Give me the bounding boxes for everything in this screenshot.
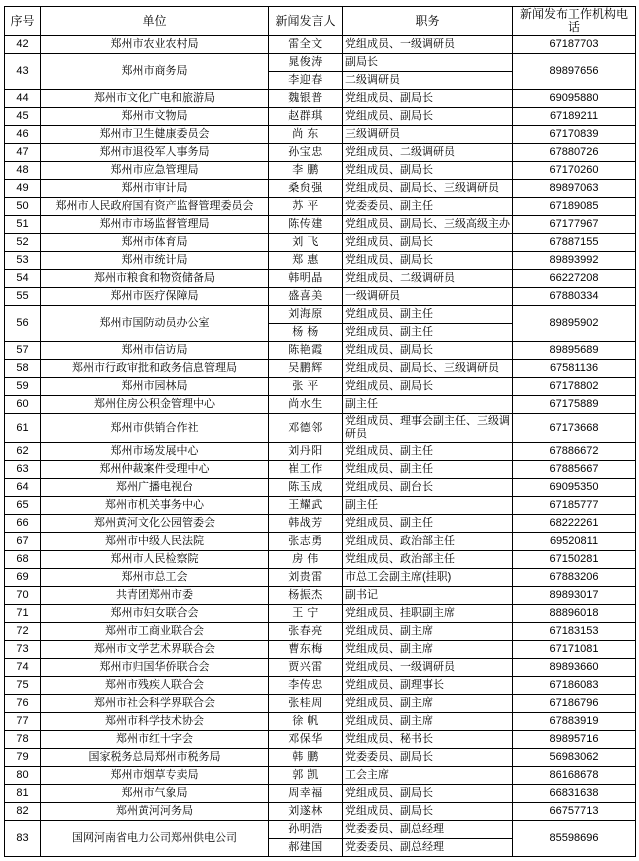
cell-phone: 89895716	[513, 731, 636, 749]
cell-phone: 69095350	[513, 479, 636, 497]
cell-unit: 郑州市医疗保障局	[41, 288, 269, 306]
table-row	[5, 342, 636, 360]
cell-title: 工会主席	[343, 767, 513, 785]
table-row	[5, 180, 636, 198]
cell-no: 78	[5, 731, 41, 749]
cell-phone: 67186796	[513, 695, 636, 713]
cell-unit: 郑州市烟草专卖局	[41, 767, 269, 785]
cell-spokesperson-name: 孙宝忠	[269, 144, 343, 162]
table-row	[5, 821, 636, 839]
table-row	[5, 659, 636, 677]
cell-spokesperson-name: 徐 帆	[269, 713, 343, 731]
table-row	[5, 497, 636, 515]
cell-phone: 67183153	[513, 623, 636, 641]
cell-spokesperson-name: 贾兴雷	[269, 659, 343, 677]
cell-no: 63	[5, 461, 41, 479]
cell-phone: 67887155	[513, 234, 636, 252]
cell-phone: 67189211	[513, 108, 636, 126]
cell-no: 60	[5, 396, 41, 414]
cell-title: 党组成员、副主任	[343, 461, 513, 479]
cell-title: 党组成员、副局长、三级调研员	[343, 360, 513, 378]
cell-spokesperson-name: 孙明浩	[269, 821, 343, 839]
cell-spokesperson-name: 吴鹏辉	[269, 360, 343, 378]
cell-title: 党组成员、副局长	[343, 342, 513, 360]
cell-no: 80	[5, 767, 41, 785]
cell-unit: 郑州仲裁案件受理中心	[41, 461, 269, 479]
cell-title: 党委委员、副总经理	[343, 839, 513, 857]
cell-spokesperson-name: 韩明晶	[269, 270, 343, 288]
table-row	[5, 569, 636, 587]
cell-unit: 郑州市工商业联合会	[41, 623, 269, 641]
cell-no: 74	[5, 659, 41, 677]
cell-no: 83	[5, 821, 41, 857]
cell-unit: 郑州市信访局	[41, 342, 269, 360]
cell-unit: 郑州住房公积金管理中心	[41, 396, 269, 414]
cell-spokesperson-name: 邓德邻	[269, 414, 343, 443]
column-header-spokesperson: 新闻发言人	[269, 7, 343, 36]
cell-unit: 郑州市国防动员办公室	[41, 306, 269, 342]
cell-no: 82	[5, 803, 41, 821]
cell-unit: 郑州市统计局	[41, 252, 269, 270]
cell-unit: 郑州市社会科学界联合会	[41, 695, 269, 713]
cell-spokesperson-name: 韩战芳	[269, 515, 343, 533]
cell-title: 党组成员、副主席	[343, 641, 513, 659]
column-header-title: 职务	[343, 7, 513, 36]
cell-no: 59	[5, 378, 41, 396]
cell-phone: 67175889	[513, 396, 636, 414]
cell-no: 69	[5, 569, 41, 587]
table-row	[5, 198, 636, 216]
cell-title: 党组成员、副局长	[343, 252, 513, 270]
cell-unit: 郑州市农业农村局	[41, 36, 269, 54]
cell-title: 副主任	[343, 497, 513, 515]
cell-unit: 郑州市残疾人联合会	[41, 677, 269, 695]
cell-title: 副局长	[343, 54, 513, 72]
cell-title: 党组成员、副主任	[343, 515, 513, 533]
cell-no: 68	[5, 551, 41, 569]
cell-unit: 郑州市卫生健康委员会	[41, 126, 269, 144]
table-row	[5, 360, 636, 378]
cell-phone: 89893992	[513, 252, 636, 270]
cell-no: 65	[5, 497, 41, 515]
cell-unit: 郑州市妇女联合会	[41, 605, 269, 623]
table-row	[5, 270, 636, 288]
cell-no: 73	[5, 641, 41, 659]
cell-phone: 56983062	[513, 749, 636, 767]
cell-title: 党组成员、挂职副主席	[343, 605, 513, 623]
cell-spokesperson-name: 邓保华	[269, 731, 343, 749]
table-row	[5, 396, 636, 414]
cell-title: 一级调研员	[343, 288, 513, 306]
cell-spokesperson-name: 刘丹阳	[269, 443, 343, 461]
cell-title: 党组成员、副局长	[343, 162, 513, 180]
cell-spokesperson-name: 刘遂林	[269, 803, 343, 821]
table-row	[5, 306, 636, 324]
cell-unit: 国家税务总局郑州市税务局	[41, 749, 269, 767]
cell-title: 党委委员、副主任	[343, 198, 513, 216]
cell-title: 党组成员、秘书长	[343, 731, 513, 749]
table-row	[5, 162, 636, 180]
cell-phone: 67880334	[513, 288, 636, 306]
cell-phone: 67885667	[513, 461, 636, 479]
cell-spokesperson-name: 赵群琪	[269, 108, 343, 126]
cell-phone: 68222261	[513, 515, 636, 533]
cell-phone: 69520811	[513, 533, 636, 551]
cell-spokesperson-name: 尚 东	[269, 126, 343, 144]
cell-spokesperson-name: 韩 鹏	[269, 749, 343, 767]
cell-no: 51	[5, 216, 41, 234]
cell-title: 党组成员、副局长、三级调研员	[343, 180, 513, 198]
cell-no: 66	[5, 515, 41, 533]
cell-unit: 郑州市总工会	[41, 569, 269, 587]
table-row	[5, 108, 636, 126]
cell-no: 61	[5, 414, 41, 443]
cell-unit: 郑州市行政审批和政务信息管理局	[41, 360, 269, 378]
table-row	[5, 36, 636, 54]
spokesperson-table	[4, 6, 636, 857]
cell-no: 75	[5, 677, 41, 695]
cell-title: 党组成员、政治部主任	[343, 551, 513, 569]
cell-spokesperson-name: 周幸福	[269, 785, 343, 803]
cell-title: 党组成员、副主席	[343, 695, 513, 713]
table-row	[5, 443, 636, 461]
cell-unit: 郑州市审计局	[41, 180, 269, 198]
cell-no: 67	[5, 533, 41, 551]
cell-title: 党组成员、副主任	[343, 306, 513, 324]
cell-spokesperson-name: 刘贵雷	[269, 569, 343, 587]
cell-no: 81	[5, 785, 41, 803]
cell-unit: 郑州市商务局	[41, 54, 269, 90]
cell-title: 三级调研员	[343, 126, 513, 144]
cell-unit: 郑州市市场监督管理局	[41, 216, 269, 234]
cell-unit: 郑州黄河文化公园管委会	[41, 515, 269, 533]
cell-phone: 89897063	[513, 180, 636, 198]
cell-no: 56	[5, 306, 41, 342]
cell-spokesperson-name: 曹东梅	[269, 641, 343, 659]
cell-unit: 郑州市退役军人事务局	[41, 144, 269, 162]
cell-title: 党组成员、副局长	[343, 108, 513, 126]
cell-no: 58	[5, 360, 41, 378]
cell-title: 党组成员、副局长	[343, 234, 513, 252]
cell-no: 76	[5, 695, 41, 713]
cell-spokesperson-name: 郑 惠	[269, 252, 343, 270]
cell-no: 47	[5, 144, 41, 162]
table-row	[5, 252, 636, 270]
cell-unit: 郑州广播电视台	[41, 479, 269, 497]
cell-unit: 郑州市机关事务中心	[41, 497, 269, 515]
table-row	[5, 767, 636, 785]
cell-spokesperson-name: 李 鹏	[269, 162, 343, 180]
cell-unit: 国网河南省电力公司郑州供电公司	[41, 821, 269, 857]
cell-unit: 郑州市文学艺术界联合会	[41, 641, 269, 659]
cell-phone: 89895689	[513, 342, 636, 360]
cell-unit: 郑州市科学技术协会	[41, 713, 269, 731]
cell-no: 70	[5, 587, 41, 605]
cell-title: 副主任	[343, 396, 513, 414]
cell-phone: 67150281	[513, 551, 636, 569]
cell-title: 市总工会副主席(挂职)	[343, 569, 513, 587]
cell-no: 48	[5, 162, 41, 180]
cell-spokesperson-name: 陈玉成	[269, 479, 343, 497]
cell-no: 57	[5, 342, 41, 360]
cell-spokesperson-name: 张春亮	[269, 623, 343, 641]
cell-no: 49	[5, 180, 41, 198]
cell-no: 46	[5, 126, 41, 144]
cell-spokesperson-name: 陈传建	[269, 216, 343, 234]
cell-phone: 67186083	[513, 677, 636, 695]
cell-title: 党组成员、副局长、三级高级主办	[343, 216, 513, 234]
table-row	[5, 605, 636, 623]
cell-phone: 67880726	[513, 144, 636, 162]
cell-no: 64	[5, 479, 41, 497]
cell-phone: 67178802	[513, 378, 636, 396]
cell-no: 54	[5, 270, 41, 288]
cell-no: 43	[5, 54, 41, 90]
cell-unit: 郑州市园林局	[41, 378, 269, 396]
cell-no: 53	[5, 252, 41, 270]
cell-spokesperson-name: 苏 平	[269, 198, 343, 216]
cell-phone: 85598696	[513, 821, 636, 857]
cell-spokesperson-name: 雷全文	[269, 36, 343, 54]
cell-spokesperson-name: 刘海原	[269, 306, 343, 324]
cell-phone: 89893017	[513, 587, 636, 605]
cell-phone: 67886672	[513, 443, 636, 461]
cell-phone: 67189085	[513, 198, 636, 216]
cell-phone: 69095880	[513, 90, 636, 108]
table-row	[5, 677, 636, 695]
table-row	[5, 461, 636, 479]
table-row	[5, 587, 636, 605]
table-row	[5, 54, 636, 72]
cell-title: 党组成员、副局长	[343, 785, 513, 803]
cell-spokesperson-name: 王 宁	[269, 605, 343, 623]
cell-title: 党组成员、副局长	[343, 90, 513, 108]
cell-no: 72	[5, 623, 41, 641]
cell-no: 77	[5, 713, 41, 731]
table-row	[5, 288, 636, 306]
cell-unit: 郑州市气象局	[41, 785, 269, 803]
cell-unit: 郑州市供销合作社	[41, 414, 269, 443]
cell-title: 党组成员、副台长	[343, 479, 513, 497]
cell-no: 55	[5, 288, 41, 306]
table-row	[5, 90, 636, 108]
cell-phone: 89897656	[513, 54, 636, 90]
cell-unit: 郑州市归国华侨联合会	[41, 659, 269, 677]
cell-phone: 67883206	[513, 569, 636, 587]
cell-spokesperson-name: 崔工作	[269, 461, 343, 479]
cell-spokesperson-name: 桑贠强	[269, 180, 343, 198]
cell-no: 62	[5, 443, 41, 461]
cell-spokesperson-name: 魏银普	[269, 90, 343, 108]
cell-title: 党组成员、理事会副主任、三级调研员	[343, 414, 513, 443]
cell-spokesperson-name: 李传忠	[269, 677, 343, 695]
cell-spokesperson-name: 杨 杨	[269, 324, 343, 342]
cell-phone: 67581136	[513, 360, 636, 378]
table-row	[5, 803, 636, 821]
cell-spokesperson-name: 房 伟	[269, 551, 343, 569]
cell-no: 52	[5, 234, 41, 252]
cell-unit: 郑州市中级人民法院	[41, 533, 269, 551]
table-row	[5, 216, 636, 234]
cell-phone: 67187703	[513, 36, 636, 54]
table-row	[5, 731, 636, 749]
cell-spokesperson-name: 刘 飞	[269, 234, 343, 252]
cell-unit: 郑州黄河河务局	[41, 803, 269, 821]
cell-title: 党组成员、副主席	[343, 623, 513, 641]
table-row	[5, 378, 636, 396]
cell-spokesperson-name: 陈艳霞	[269, 342, 343, 360]
cell-phone: 67883919	[513, 713, 636, 731]
cell-title: 党组成员、副主任	[343, 324, 513, 342]
cell-unit: 郑州市应急管理局	[41, 162, 269, 180]
cell-phone: 67177967	[513, 216, 636, 234]
table-row	[5, 414, 636, 443]
cell-phone: 67170260	[513, 162, 636, 180]
cell-phone: 89895902	[513, 306, 636, 342]
column-header-phone: 新闻发布工作机构电话	[513, 7, 636, 36]
table-row	[5, 479, 636, 497]
table-body	[5, 36, 636, 857]
cell-no: 50	[5, 198, 41, 216]
cell-spokesperson-name: 杨振杰	[269, 587, 343, 605]
cell-title: 党组成员、副理事长	[343, 677, 513, 695]
cell-title: 党组成员、副主任	[343, 443, 513, 461]
cell-spokesperson-name: 张桂周	[269, 695, 343, 713]
cell-unit: 郑州市体育局	[41, 234, 269, 252]
cell-spokesperson-name: 张志勇	[269, 533, 343, 551]
table-row	[5, 144, 636, 162]
cell-phone: 66227208	[513, 270, 636, 288]
cell-phone: 89893660	[513, 659, 636, 677]
cell-unit: 郑州市粮食和物资储备局	[41, 270, 269, 288]
cell-phone: 67185777	[513, 497, 636, 515]
table-row	[5, 785, 636, 803]
cell-unit: 郑州市红十字会	[41, 731, 269, 749]
cell-phone: 67171081	[513, 641, 636, 659]
table-row	[5, 551, 636, 569]
cell-spokesperson-name: 郝建国	[269, 839, 343, 857]
table-row	[5, 126, 636, 144]
table-row	[5, 515, 636, 533]
table-row	[5, 641, 636, 659]
cell-unit: 郑州市文化广电和旅游局	[41, 90, 269, 108]
table-row	[5, 533, 636, 551]
cell-title: 党委委员、副总经理	[343, 821, 513, 839]
table-row	[5, 713, 636, 731]
cell-phone: 67170839	[513, 126, 636, 144]
table-row	[5, 695, 636, 713]
cell-phone: 86168678	[513, 767, 636, 785]
cell-title: 二级调研员	[343, 72, 513, 90]
cell-no: 71	[5, 605, 41, 623]
cell-no: 42	[5, 36, 41, 54]
column-header-unit: 单位	[41, 7, 269, 36]
column-header-no: 序号	[5, 7, 41, 36]
cell-phone: 67173668	[513, 414, 636, 443]
cell-spokesperson-name: 尚水生	[269, 396, 343, 414]
table-row	[5, 234, 636, 252]
cell-title: 党组成员、副主席	[343, 713, 513, 731]
cell-no: 44	[5, 90, 41, 108]
cell-no: 79	[5, 749, 41, 767]
cell-spokesperson-name: 盛喜美	[269, 288, 343, 306]
cell-spokesperson-name: 李迎春	[269, 72, 343, 90]
cell-spokesperson-name: 郭 凯	[269, 767, 343, 785]
cell-unit: 郑州市人民检察院	[41, 551, 269, 569]
cell-spokesperson-name: 晁俊涛	[269, 54, 343, 72]
cell-title: 党组成员、二级调研员	[343, 144, 513, 162]
cell-title: 党组成员、一级调研员	[343, 659, 513, 677]
cell-title: 党组成员、副局长	[343, 803, 513, 821]
cell-title: 党组成员、副局长	[343, 378, 513, 396]
cell-phone: 88896018	[513, 605, 636, 623]
cell-unit: 共青团郑州市委	[41, 587, 269, 605]
cell-phone: 66831638	[513, 785, 636, 803]
cell-no: 45	[5, 108, 41, 126]
cell-title: 副书记	[343, 587, 513, 605]
cell-unit: 郑州市人民政府国有资产监督管理委员会	[41, 198, 269, 216]
cell-phone: 66757713	[513, 803, 636, 821]
table-header	[5, 7, 636, 36]
cell-title: 党组成员、二级调研员	[343, 270, 513, 288]
table-row	[5, 623, 636, 641]
cell-title: 党组成员、一级调研员	[343, 36, 513, 54]
table-row	[5, 749, 636, 767]
cell-spokesperson-name: 张 平	[269, 378, 343, 396]
cell-title: 党组成员、政治部主任	[343, 533, 513, 551]
table-header-row	[5, 7, 636, 36]
cell-unit: 郑州市文物局	[41, 108, 269, 126]
cell-title: 党委委员、副局长	[343, 749, 513, 767]
cell-spokesperson-name: 王耀武	[269, 497, 343, 515]
cell-unit: 郑州市场发展中心	[41, 443, 269, 461]
